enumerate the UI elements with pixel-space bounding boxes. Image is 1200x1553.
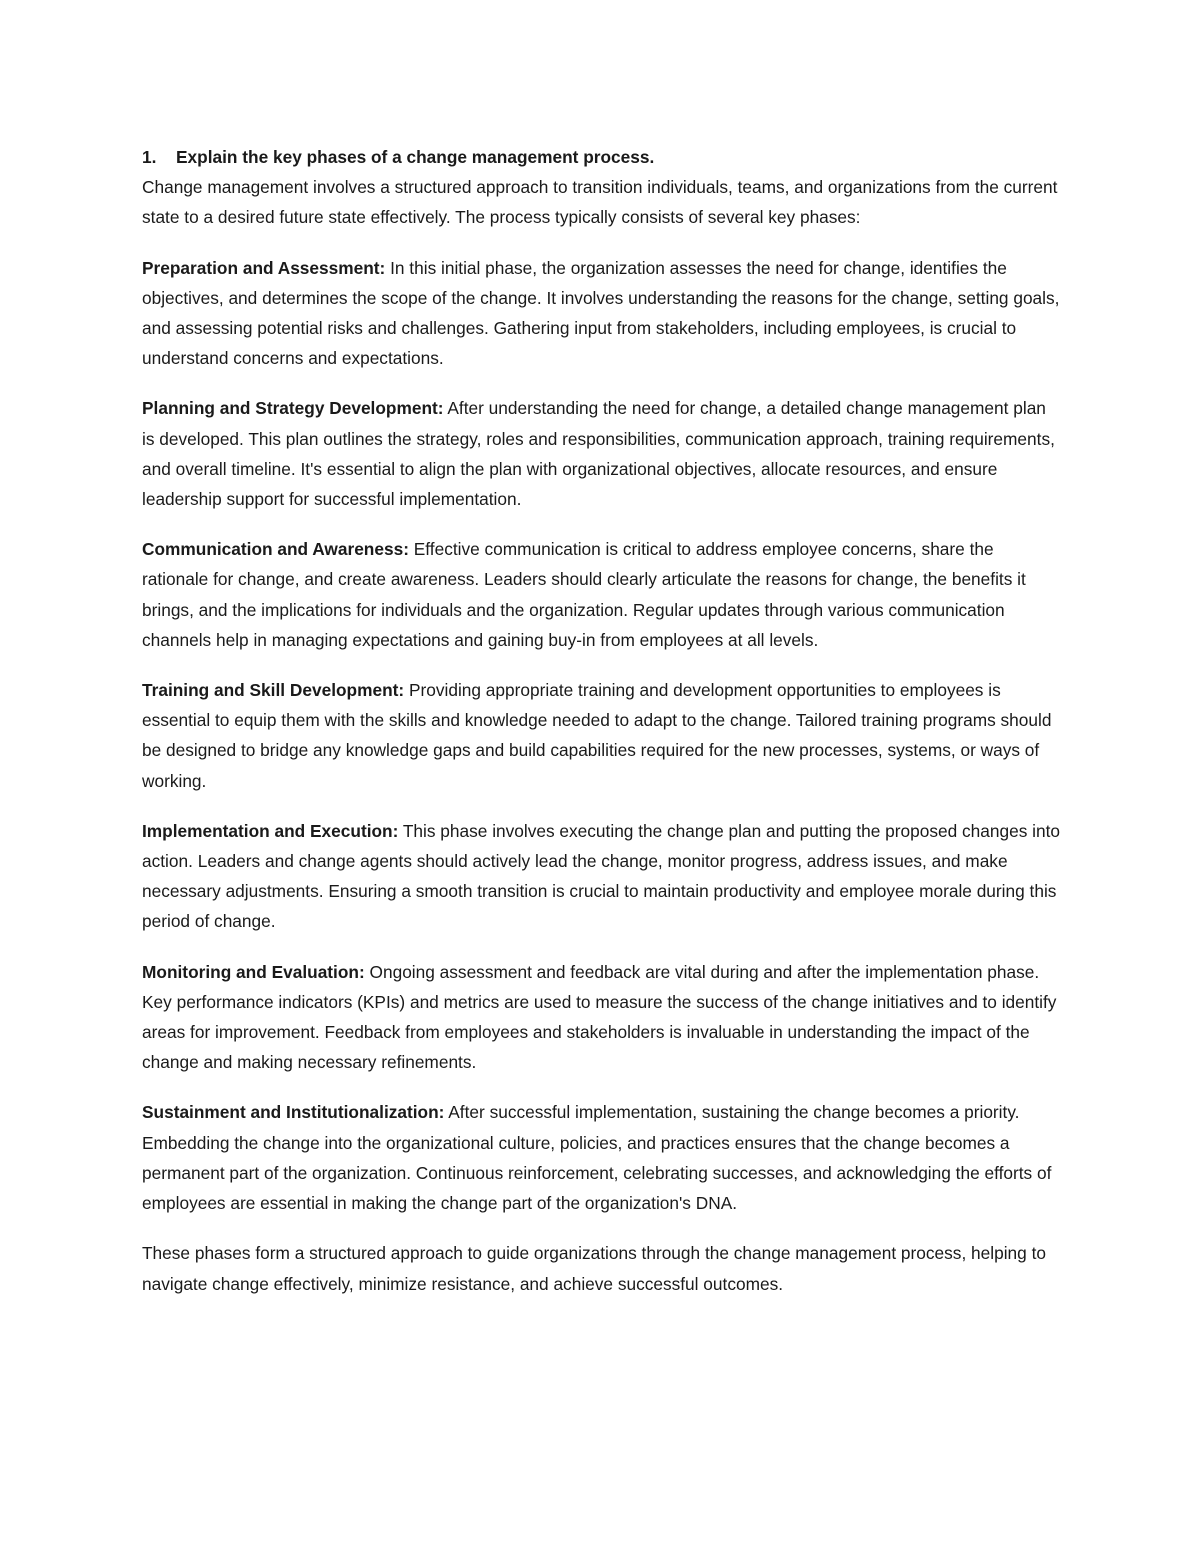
phase-term: Preparation and Assessment: — [142, 257, 386, 278]
phase-training-skill — [142, 675, 1062, 796]
phase-monitoring-evaluation — [142, 957, 1062, 1078]
phase-body: After understanding the need for change, a detailed change management plan is developed. This plan outlines the strategy, roles and responsibilities, communication approach, training requirements, and overall timeline. It's essential to align the plan with organizational objectives, allocate resources, and ensure leadership support for successful implementation. — [142, 398, 1055, 510]
phase-body: After successful implementation, sustaining the change becomes a priority. Embedding the change into the organizational culture, policies, and practices ensures that the change becomes a permanent part of the organization. Continuous reinforcement, celebrating successes, and acknowledging the efforts of employees are essential in making the change part of the organization's DNA. — [142, 1102, 1052, 1214]
intro-paragraph: Change management involves a structured approach to transition individuals, teams, and organizations from the current state to a desired future state effectively. The process typically consists of several key phases: — [142, 177, 1058, 228]
conclusion-paragraph: These phases form a structured approach to guide organizations through the change management process, helping to navigate change effectively, minimize resistance, and achieve successful outcomes. — [142, 1243, 1046, 1294]
document-page — [142, 142, 1062, 1299]
phase-sustainment-institutionalization — [142, 1097, 1062, 1218]
phase-body: In this initial phase, the organization assesses the need for change, identifies the objectives, and determines the scope of the change. It involves understanding the reasons for the change, setting goals, and assessing potential risks and challenges. Gathering input from stakeholders, including employees, is crucial to understand concerns and expectations. — [142, 257, 1060, 369]
phase-body: Effective communication is critical to address employee concerns, share the rationale for change, and create awareness. Leaders should clearly articulate the reasons for change, the benefits it brings, and the implications for individuals and the organization. Regular updates through various communication channels help in managing expectations and gaining buy-in from employees at all levels. — [142, 539, 1026, 650]
phase-body: This phase involves executing the change plan and putting the proposed changes into action. Leaders and change agents should actively lead the change, monitor progress, address issues, and make necessary adjustments. Ensuring a smooth transition is crucial to maintain productivity and employee morale during this period of change. — [142, 820, 1061, 932]
phase-body: Providing appropriate training and development opportunities to employees is essential to equip them with the skills and knowledge needed to adapt to the change. Tailored training programs should be designed to bridge any knowledge gaps and build capabilities required for the new processes, systems, or ways of working. — [142, 680, 1052, 791]
phase-body: Ongoing assessment and feedback are vital during and after the implementation phase. Key performance indicators (KPIs) and metrics are used to measure the success of the change initiatives and to identify areas for improvement. Feedback from employees and stakeholders is invaluable in understanding the impact of the change and making necessary refinements. — [142, 961, 1057, 1073]
phase-planning-strategy — [142, 393, 1062, 514]
phase-term: Sustainment and Institutionalization: — [142, 1102, 445, 1123]
question-number: 1. — [142, 147, 157, 167]
phase-term: Communication and Awareness: — [142, 539, 409, 560]
question-heading — [142, 142, 1062, 172]
phase-communication-awareness — [142, 534, 1062, 655]
phase-term: Monitoring and Evaluation: — [142, 961, 365, 982]
phase-term: Planning and Strategy Development: — [142, 398, 444, 419]
phase-implementation-execution — [142, 816, 1062, 937]
question-text: Explain the key phases of a change management process. — [176, 147, 655, 167]
phase-preparation-assessment — [142, 253, 1062, 374]
phase-term: Implementation and Execution: — [142, 820, 399, 841]
phase-term: Training and Skill Development: — [142, 680, 405, 701]
